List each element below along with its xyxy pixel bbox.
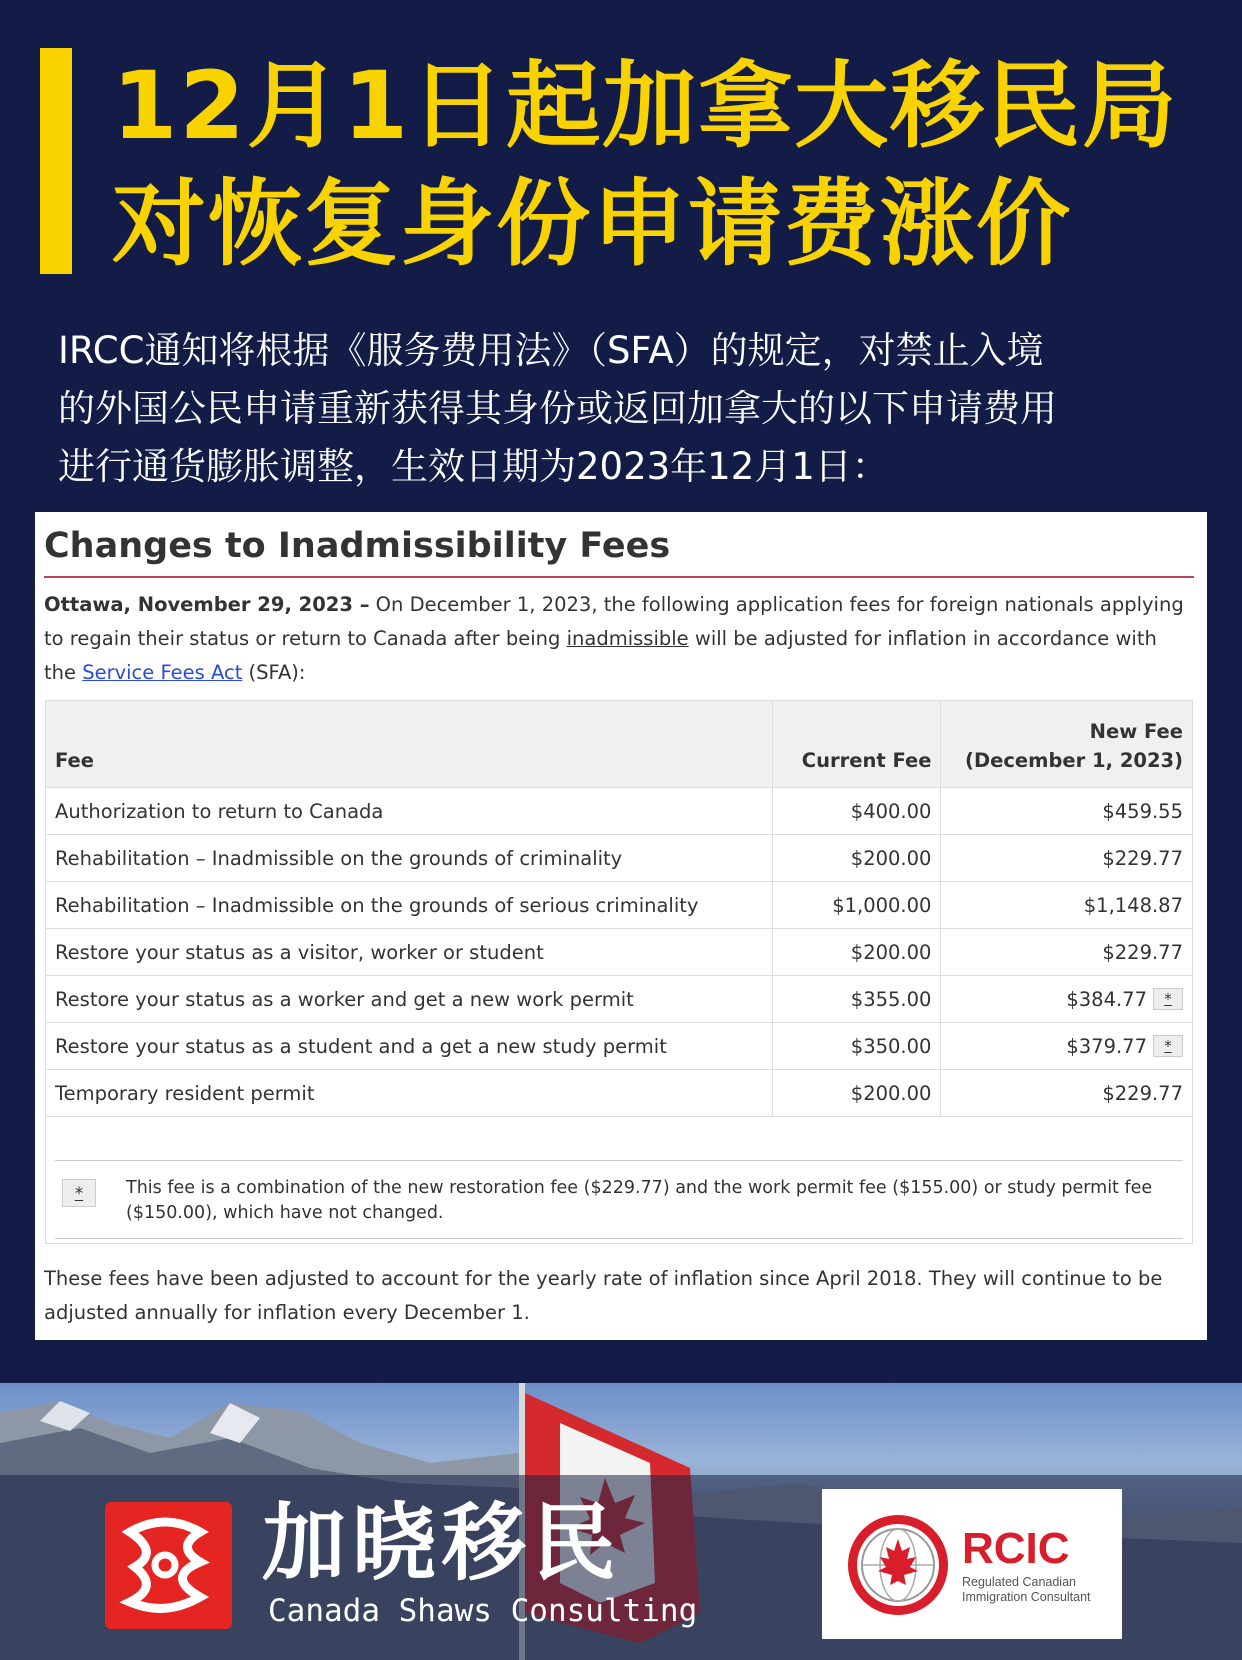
current-fee-cell: $200.00	[772, 835, 941, 882]
lead-part-2: will be adjusted for inflation in accordance with the	[44, 627, 1157, 684]
header-current-fee: Current Fee	[772, 701, 941, 788]
inadmissible-link[interactable]: inadmissible	[566, 627, 689, 650]
rcic-badge	[822, 1489, 1122, 1639]
rcic-title: RCIC	[962, 1524, 1070, 1573]
fee-name-cell: Temporary resident permit	[46, 1070, 773, 1117]
current-fee-cell: $355.00	[772, 976, 941, 1023]
footer-banner	[0, 1383, 1242, 1660]
title-line-2: 对恢复身份申请费涨价	[112, 170, 1073, 279]
footnote-text: This fee is a combination of the new restoration fee ($229.77) and the work permit fee ($155.00) or study permit fee ($150.00), which have not changed.	[126, 1178, 1153, 1223]
footnote-divider-top	[55, 1160, 1183, 1161]
brand-name-cn: 加晓移民	[262, 1494, 623, 1592]
intro-line-2: 的外国公民申请重新获得其身份或返回加拿大的以下申请费用	[58, 387, 1057, 430]
new-fee-value: $229.77	[1102, 846, 1183, 870]
new-fee-cell	[941, 788, 1193, 835]
current-fee-cell: $350.00	[772, 1023, 941, 1070]
header-new-fee	[941, 701, 1193, 788]
new-fee-value: $459.55	[1102, 799, 1183, 823]
brand-name-en: Canada Shaws Consulting	[268, 1593, 698, 1629]
dateline: Ottawa, November 29, 2023 –	[44, 593, 370, 616]
fee-name-cell: Rehabilitation – Inadmissible on the grounds of serious criminality	[46, 882, 773, 929]
current-fee-cell: $1,000.00	[772, 882, 941, 929]
table-row	[46, 788, 1193, 835]
header-new-fee-line-1: New Fee	[1089, 720, 1183, 743]
lead-part-1: On December 1, 2023, the following application fees for foreign nationals applying to regain their status or return to Canada after being	[44, 593, 1184, 650]
rcic-subtitle-line-1: Regulated Canadian	[962, 1575, 1076, 1589]
brand-logo-icon	[105, 1502, 232, 1629]
new-fee-cell	[941, 882, 1193, 929]
table-row	[46, 929, 1193, 976]
footnote-divider-bottom	[55, 1238, 1183, 1239]
table-row	[46, 976, 1193, 1023]
notice-heading: Changes to Inadmissibility Fees	[44, 526, 1194, 578]
rcic-subtitle-line-2: Immigration Consultant	[962, 1590, 1091, 1604]
table-header-row	[46, 701, 1193, 788]
new-fee-value: $379.77	[1066, 1034, 1147, 1058]
new-fee-value: $384.77	[1066, 987, 1147, 1011]
current-fee-cell: $200.00	[772, 1070, 941, 1117]
title-accent-bar	[40, 48, 72, 274]
intro-paragraph	[58, 322, 1198, 496]
table-row	[46, 1023, 1193, 1070]
fee-name-cell: Rehabilitation – Inadmissible on the grounds of criminality	[46, 835, 773, 882]
intro-line-3: 进行通货膨胀调整，生效日期为2023年12月1日：	[58, 445, 889, 488]
new-fee-value: $229.77	[1102, 940, 1183, 964]
footnote-ref-link[interactable]: *	[1153, 1035, 1183, 1057]
notice-card	[35, 512, 1207, 1340]
footnote-ref-link[interactable]: *	[1153, 988, 1183, 1010]
current-fee-cell: $200.00	[772, 929, 941, 976]
lead-part-3: (SFA):	[242, 661, 306, 684]
current-fee-cell: $400.00	[772, 788, 941, 835]
footnote-section	[45, 1100, 1193, 1244]
notice-lead	[44, 588, 1184, 690]
table-row	[46, 882, 1193, 929]
rcic-subtitle	[962, 1575, 1091, 1605]
table-row	[46, 835, 1193, 882]
fee-name-cell: Restore your status as a student and a get a new study permit	[46, 1023, 773, 1070]
new-fee-value: $1,148.87	[1083, 893, 1183, 917]
new-fee-cell	[941, 976, 1193, 1023]
fees-table	[45, 700, 1193, 1117]
new-fee-value: $229.77	[1102, 1081, 1183, 1105]
title-line-1: 12月1日起加拿大移民局	[112, 52, 1179, 161]
new-fee-cell	[941, 929, 1193, 976]
service-fees-act-link[interactable]: Service Fees Act	[82, 661, 243, 684]
fee-name-cell: Restore your status as a visitor, worker or student	[46, 929, 773, 976]
closing-paragraph: These fees have been adjusted to account for the yearly rate of inflation since April 2018. They will continue to be adjusted annually for inflation every December 1.	[44, 1267, 1163, 1324]
intro-line-1: IRCC通知将根据《服务费用法》（SFA）的规定，对禁止入境	[58, 329, 1044, 372]
new-fee-cell	[941, 1023, 1193, 1070]
page-title	[112, 48, 1222, 284]
fee-name-cell: Authorization to return to Canada	[46, 788, 773, 835]
header-new-fee-line-2: (December 1, 2023)	[965, 749, 1183, 772]
new-fee-cell	[941, 835, 1193, 882]
footnote-marker[interactable]: *	[62, 1179, 96, 1207]
fee-name-cell: Restore your status as a worker and get a new work permit	[46, 976, 773, 1023]
rcic-seal-icon	[844, 1511, 952, 1619]
header-fee: Fee	[46, 701, 773, 788]
